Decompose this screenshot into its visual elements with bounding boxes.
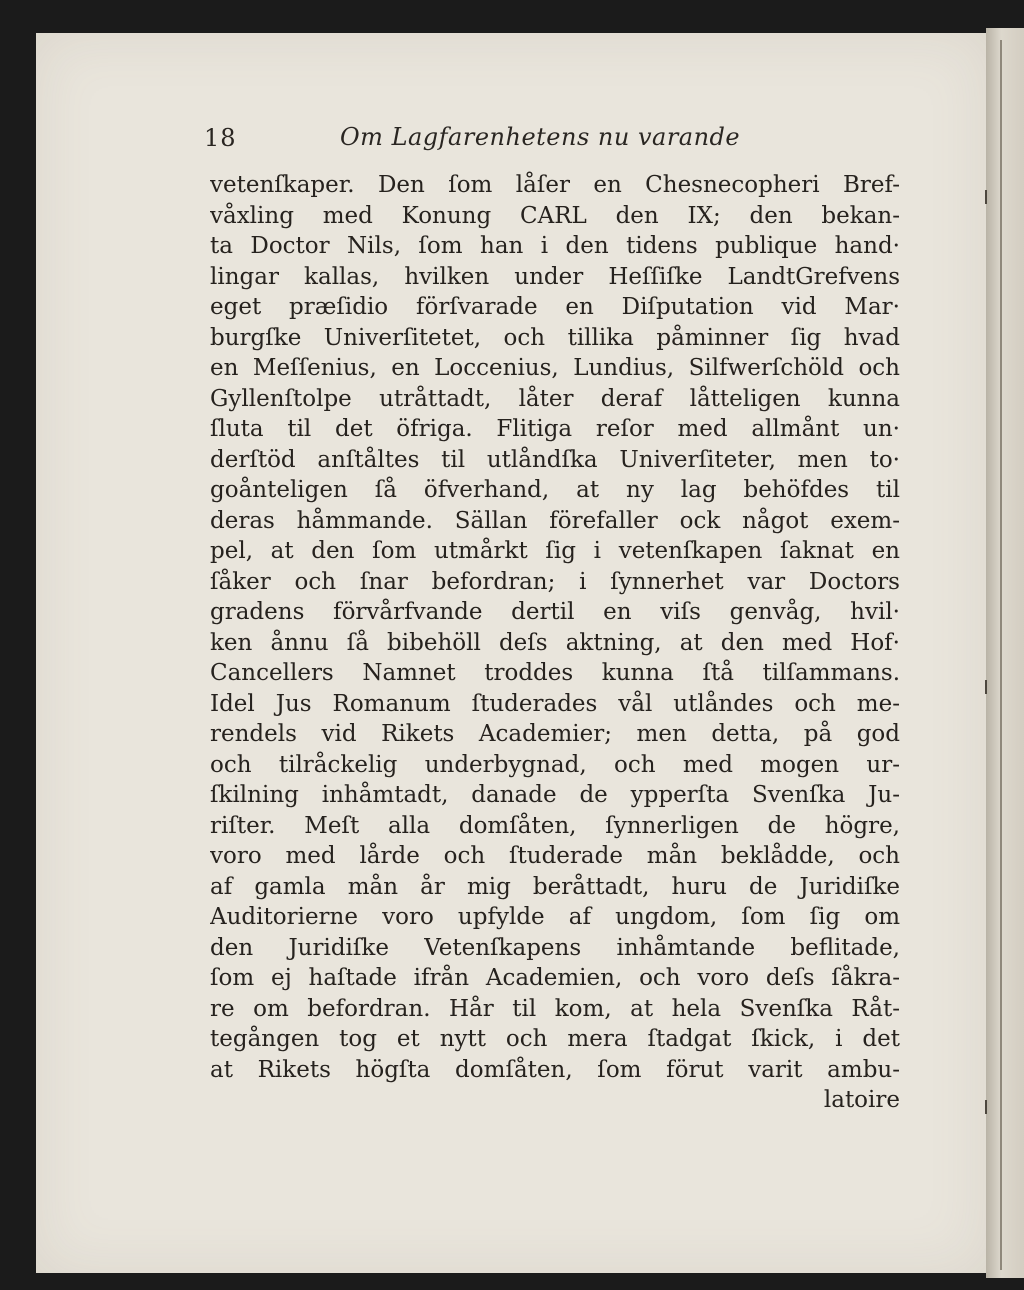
margin-mark <box>985 190 1007 204</box>
text-line: Auditorierne voro upfylde af ungdom, ſom ſig om <box>210 904 900 930</box>
catchword: latoire <box>823 1087 900 1113</box>
margin-mark <box>985 680 1007 694</box>
text-line: ken ånnu ſå bibehöll deſs aktning, at den med Hof· <box>210 629 900 656</box>
text-line: den Juridiſke Vetenſkapens inhåmtande beflitade, <box>210 934 900 961</box>
text-line: vetenſkaper. Den ſom låſer en Chesnecopheri Bref- <box>210 172 900 198</box>
running-title: Om Lagfarenhetens nu varande <box>340 123 741 151</box>
text-line: re om befordran. Hår til kom, at hela Svenſka Råt- <box>210 995 900 1022</box>
text-line: eget præſidio förſvarade en Diſputation vid Mar· <box>210 294 900 320</box>
text-line: deras håmmande. Sällan förefaller ock något exem- <box>210 507 900 534</box>
text-line: ta Doctor Nils, ſom han i den tidens publique hand· <box>210 233 900 259</box>
text-line: och tilråckelig underbygnad, och med mogen ur- <box>210 751 900 778</box>
text-line: ſom ej haſtade ifrån Academien, och voro deſs ſåkra- <box>210 965 900 991</box>
text-line: goånteligen ſå öfverhand, at ny lag behöfdes til <box>210 477 900 503</box>
running-head <box>204 124 904 164</box>
text-line: ſåker och ſnar befordran; i ſynnerhet var Doctors <box>210 568 900 595</box>
gutter-line <box>1000 40 1002 1270</box>
facing-page-edge <box>986 28 1024 1278</box>
text-line: en Meſſenius, en Loccenius, Lundius, Silfwerſchöld och <box>210 355 900 381</box>
text-line: ſkilning inhåmtadt, danade de ypperſta Svenſka Ju- <box>210 782 900 808</box>
text-line: riſter. Meſt alla domſåten, ſynnerligen de högre, <box>210 812 900 839</box>
text-line: rendels vid Rikets Academier; men detta, på god <box>210 721 900 747</box>
text-line: Cancellers Namnet troddes kunna ſtå tilſammans. <box>210 660 900 686</box>
text-line: pel, at den ſom utmårkt ſig i vetenſkapen ſaknat en <box>210 538 900 564</box>
text-line: våxling med Konung CARL den IX; den bekan- <box>210 202 900 229</box>
text-line: at Rikets högſta domſåten, ſom förut varit ambu- <box>210 1056 900 1083</box>
text-line: tegången tog et nytt och mera ſtadgat ſkick, i det <box>210 1026 900 1052</box>
text-line: burgſke Univerſitetet, och tillika påminner ſig hvad <box>210 324 900 351</box>
body-text <box>210 170 900 1116</box>
margin-mark <box>985 1100 1007 1114</box>
page-number: 18 <box>204 124 237 152</box>
text-line: gradens förvårfvande dertil en viſs genvåg, hvil· <box>210 599 900 625</box>
text-line: af gamla mån år mig beråttadt, huru de Juridiſke <box>210 873 900 900</box>
text-line: derſtöd anſtåltes til utlåndſka Univerſiteter, men to· <box>210 446 900 473</box>
text-line: ſluta til det öfriga. Flitiga reſor med allmånt un· <box>210 416 900 442</box>
text-line: Idel Jus Romanum ſtuderades vål utlåndes och me- <box>210 690 900 717</box>
text-line: lingar kallas, hvilken under Heſſiſke LandtGrefvens <box>210 263 900 290</box>
text-line: voro med lårde och ſtuderade mån beklådde, och <box>210 843 900 869</box>
text-line: Gyllenſtolpe utråttadt, låter deraf låtteligen kunna <box>210 385 900 412</box>
